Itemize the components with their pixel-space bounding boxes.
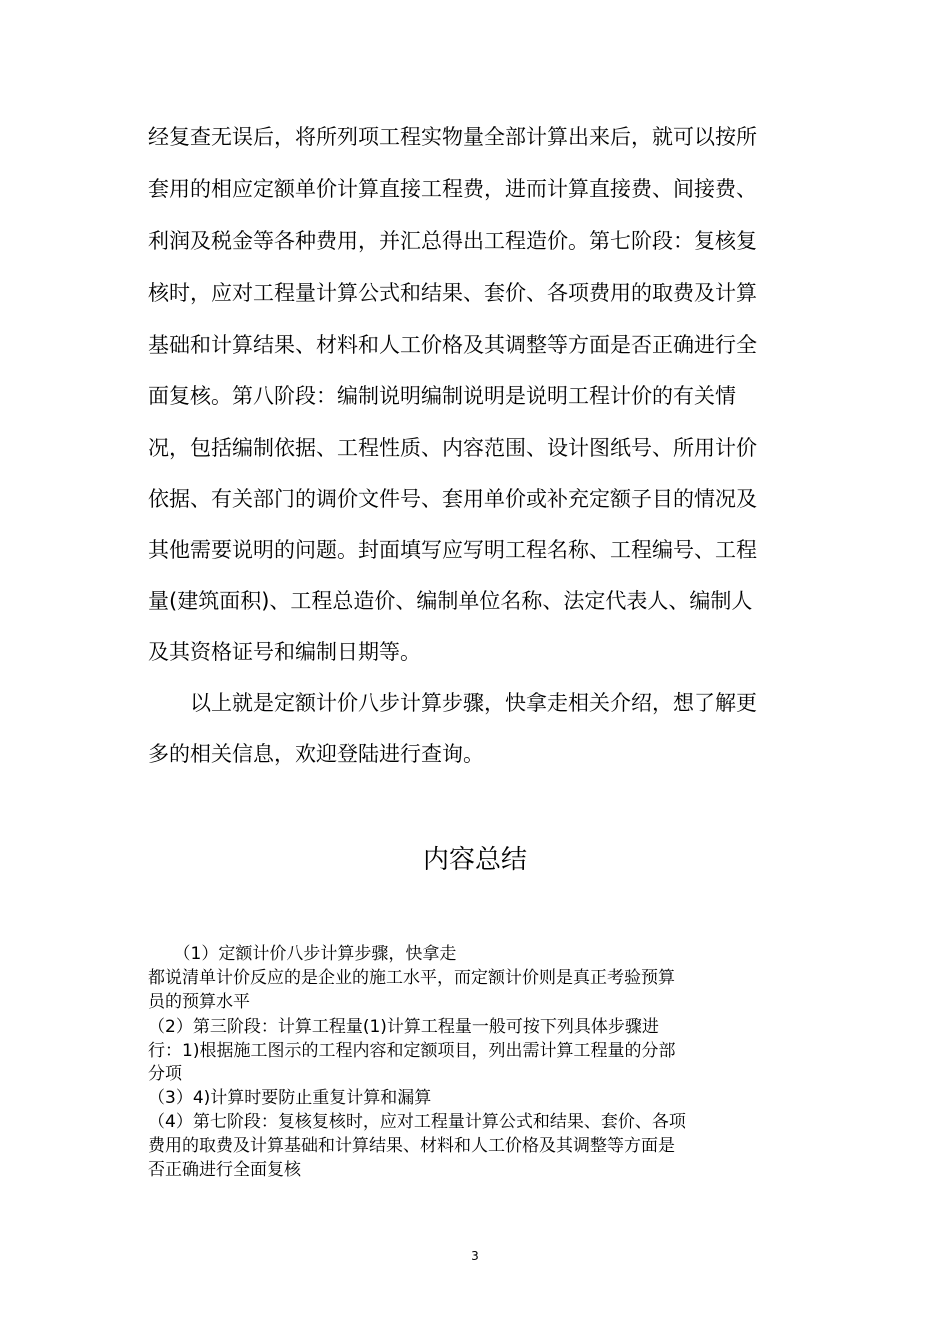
body-line-10: 量(建筑面积)、工程总造价、编制单位名称、法定代表人、编制人 (148, 589, 753, 613)
page-number: 3 (471, 1249, 479, 1263)
body-line-12: 以上就是定额计价八步计算步骤，快拿走相关介绍，想了解更 (148, 691, 757, 715)
body-line-8: 依据、有关部门的调价文件号、套用单价或补充定额子目的情况及 (148, 487, 757, 511)
summary-title: 内容总结 (422, 845, 527, 875)
body-line-9: 其他需要说明的问题。封面填写应写明工程名称、工程编号、工程 (148, 538, 757, 562)
body-line-5: 基础和计算结果、材料和人工价格及其调整等方面是否正确进行全 (148, 333, 757, 357)
summary-line-4: （2）第三阶段：计算工程量(1)计算工程量一般可按下列具体步骤进 (148, 1017, 659, 1037)
summary-line-8: （4）第七阶段：复核复核时，应对工程量计算公式和结果、套价、各项 (148, 1112, 686, 1132)
body-line-11: 及其资格证号和编制日期等。 (148, 640, 421, 664)
summary-line-7: （3）4)计算时要防止重复计算和漏算 (148, 1088, 432, 1108)
body-line-2: 套用的相应定额单价计算直接工程费，进而计算直接费、间接费、 (148, 177, 757, 201)
summary-line-6: 分项 (148, 1064, 182, 1084)
summary-line-9: 费用的取费及计算基础和计算结果、材料和人工价格及其调整等方面是 (148, 1136, 675, 1156)
summary-line-5: 行：1)根据施工图示的工程内容和定额项目，列出需计算工程量的分部 (148, 1041, 676, 1061)
summary-line-2: 都说清单计价反应的是企业的施工水平，而定额计价则是真正考验预算 (148, 968, 675, 988)
summary-line-10: 否正确进行全面复核 (148, 1160, 301, 1180)
body-line-13: 多的相关信息，欢迎登陆进行查询。 (148, 742, 484, 766)
body-line-3: 利润及税金等各种费用，并汇总得出工程造价。第七阶段：复核复 (148, 229, 757, 253)
body-line-4: 核时，应对工程量计算公式和结果、套价、各项费用的取费及计算 (148, 281, 757, 305)
summary-line-1: （1）定额计价八步计算步骤，快拿走 (148, 944, 457, 964)
body-line-7: 况，包括编制依据、工程性质、内容范围、设计图纸号、所用计价 (148, 436, 757, 460)
body-line-1: 经复查无误后，将所列项工程实物量全部计算出来后，就可以按所 (148, 125, 757, 149)
summary-line-3: 员的预算水平 (148, 992, 250, 1012)
body-line-6: 面复核。第八阶段：编制说明编制说明是说明工程计价的有关情 (148, 384, 736, 408)
